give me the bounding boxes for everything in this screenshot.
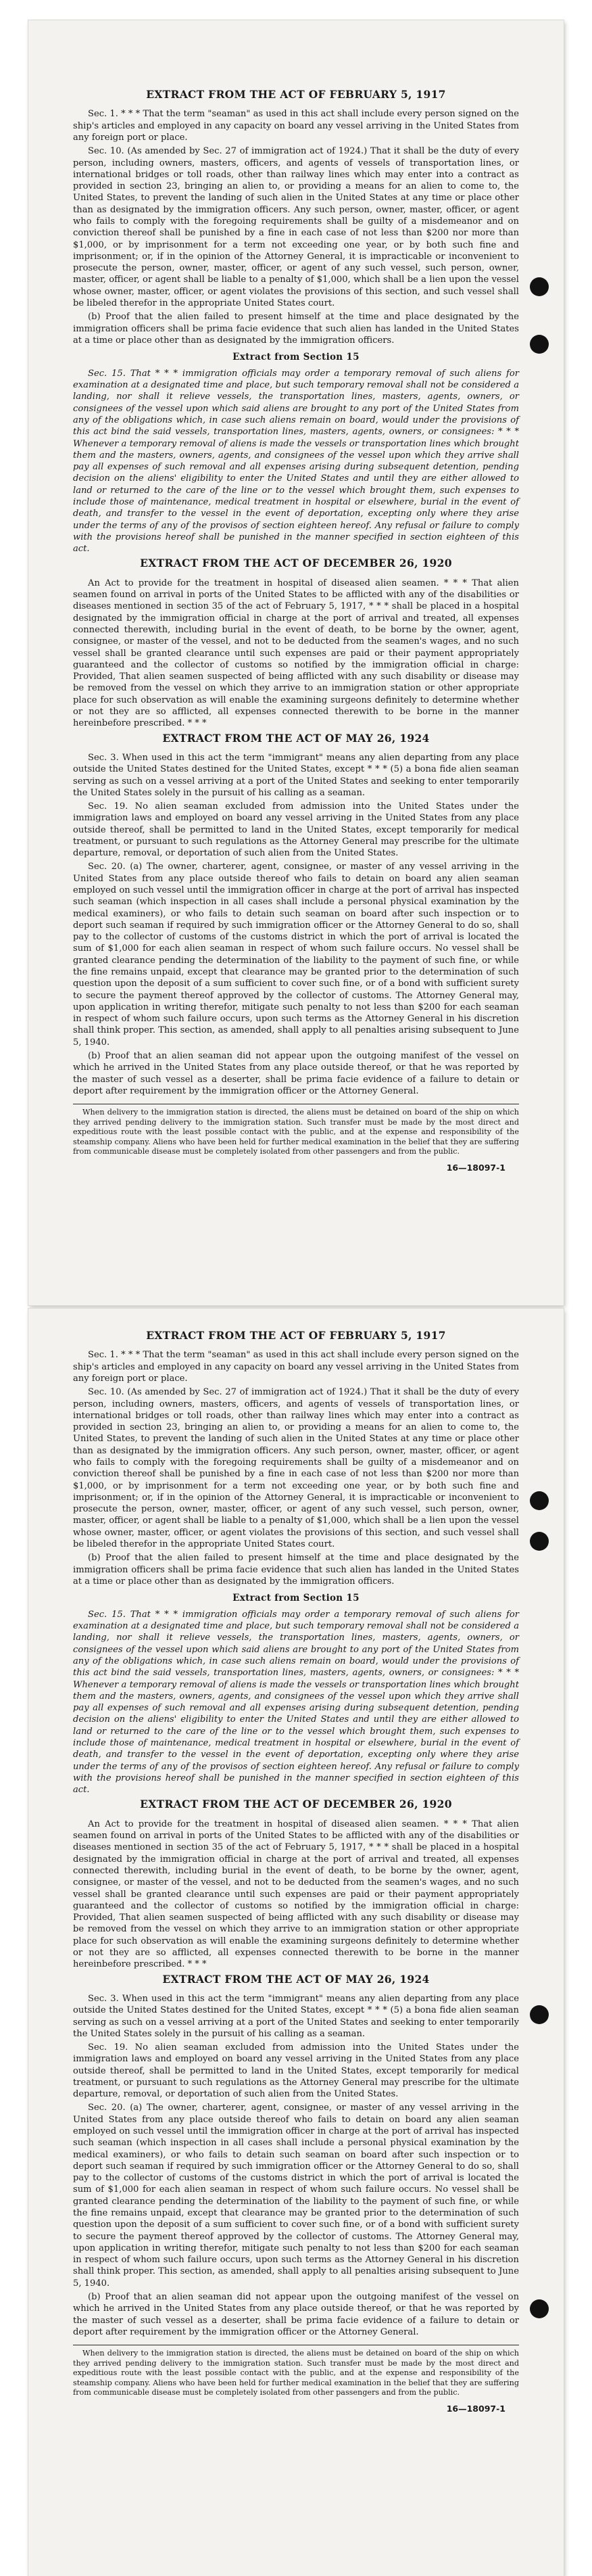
section-10: Sec. 10. (As amended by Sec. 27 of immigration act of 1924.) That it shall be the duty of every person, including owners, masters, officers, and agents of vessels of transportation lines, or international bridges or toll roads, other than railway lines which may enter into a contract as provided in section 23, bringing an alien to, or providing a means for an alien to come to, the United States, to prevent the landing of such alien in the United States at any time or place other than as designated by the immigration officers. Any such person, owner, master, officer, or agent who fails to comply with the foregoing requirements shall be guilty of a misdemeanor and on conviction thereof shall be punished by a fine in each case of not less than $200 nor more than $1,000, or by imprisonment for a term not exceeding one year, or by both such fine and imprisonment; or, if in the opinion of the Attorney General, it is impracticable or inconvenient to prosecute the person, owner, master, officer, or agent of any such vessel, such person, owner, master, officer, or agent shall be liable to a penalty of $1,000, which shall be a lien upon the vessel whose owner, master, officer, or agent violates the provisions of this section, and such vessel shall be libeled therefor in the appropriate United States court.: [73, 146, 519, 308]
punch-hole: [530, 277, 549, 296]
section-20: Sec. 20. (a) The owner, charterer, agent, consignee, or master of any vessel arriving in the United States from any place outside thereof who fails to detain on board any alien seaman employed on such vessel until the immigration officer in charge at the port of arrival has inspected such seaman (which inspection in all cases shall include a personal physical examination by the medical examiners), or who fails to detain such seaman on board after such inspection or to deport such seaman if required by such immigration officer or the Attorney General to do so, shall pay to the collector of customs of the customs district in which the port of arrival is located the sum of $1,000 for each alien seaman in respect of whom such failure occurs. No vessel shall be granted clearance pending the determination of the liability to the payment of such fine, or while the fine remains unpaid, except that clearance may be granted prior to the determination of such question upon the deposit of a sum sufficient to cover such fine, or of a bond with sufficient surety to secure the payment thereof approved by the collector of customs. The Attorney General may, upon application in writing therefor, mitigate such penalty to not less than $200 for each seaman in respect of whom such failure occurs, upon such terms as the Attorney General in his discretion shall think proper. This section, as amended, shall apply to all penalties arising subsequent to June 5, 1940.: [73, 862, 519, 1048]
act-1920-text: An Act to provide for the treatment in hospital of diseased alien seamen. * * * That alien seamen found on arrival in ports of the United States to be afflicted with any of the disabilities or diseases mentioned in section 35 of the act of February 5, 1917, * * * shall be placed in a hospital designated by the immigration official in charge at the port of arrival and treated, all expenses connected therewith, including burial in the event of death, to be borne by the owner, agent, consignee, or master of the vessel, and not to be deducted from the seamen's wages, and no such vessel shall be granted clearance until such expenses are paid or their payment appropriately guaranteed and the collector of customs so notified by the immigration official in charge: Provided, That alien seamen suspected of being afflicted with any such disability or disease may be removed from the vessel on which they arrive to an immigration station or other appropriate place for such observation as will enable the examining surgeons definitely to determine whether or not they are so afflicted, all expenses connected therewith to be borne in the manner hereinbefore prescribed. * * *: [73, 1819, 519, 1970]
footnote-text: When delivery to the immigration station is directed, the aliens must be detained on board of the ship on which they arrived pending delivery to the immigration station. Such transfer must be made by the most direct and expeditious route with the least possible contact with the public, and at the expense and responsibility of the steamship company. Aliens who have been held for further medical examination in the belief that they are suffering from communicable disease must be completely isolated from other passengers and from the public.: [73, 2349, 519, 2397]
page-content: [73, 1329, 519, 2414]
heading-act-1920: EXTRACT FROM THE ACT OF DECEMBER 26, 1920: [140, 557, 452, 570]
section-19: Sec. 19. No alien seaman excluded from admission into the United States under the immigration laws and employed on board any vessel arriving in the United States from any place outside thereof, shall be permitted to land in the United States, except temporarily for medical treatment, or pursuant to such regulations as the Attorney General may prescribe for the ultimate departure, removal, or deportation of such alien from the United States.: [73, 2042, 519, 2100]
heading-act-1917: EXTRACT FROM THE ACT OF FEBRUARY 5, 1917: [146, 88, 446, 101]
heading-act-1920: EXTRACT FROM THE ACT OF DECEMBER 26, 1920: [140, 1798, 452, 1811]
section-10b: (b) Proof that the alien failed to present himself at the time and place designated by the immigration officers shall be prima facie evidence that such alien has landed in the United States at a time or place other than as designated by the immigration officers.: [73, 1553, 519, 1587]
act-1920-text: An Act to provide for the treatment in hospital of diseased alien seamen. * * * That alien seamen found on arrival in ports of the United States to be afflicted with any of the disabilities or diseases mentioned in section 35 of the act of February 5, 1917, * * * shall be placed in a hospital designated by the immigration official in charge at the port of arrival and treated, all expenses connected therewith, including burial in the event of death, to be borne by the owner, agent, consignee, or master of the vessel, and not to be deducted from the seamen's wages, and no such vessel shall be granted clearance until such expenses are paid or their payment appropriately guaranteed and the collector of customs so notified by the immigration official in charge: Provided, That alien seamen suspected of being afflicted with any such disability or disease may be removed from the vessel on which they arrive to an immigration station or other appropriate place for such observation as will enable the examining surgeons definitely to determine whether or not they are so afflicted, all expenses connected therewith to be borne in the manner hereinbefore prescribed. * * *: [73, 578, 519, 729]
punch-hole: [530, 1491, 549, 1510]
page-content: [73, 88, 519, 1173]
section-20b: (b) Proof that an alien seaman did not appear upon the outgoing manifest of the vessel on which he arrived in the United States from any place outside thereof, or that he was reported by the master of such vessel as a deserter, shall be prima facie evidence of a failure to detain or deport after requirement by the immigration officer or the Attorney General.: [73, 2291, 519, 2337]
form-number: 16—18097-1: [446, 1162, 505, 1173]
document-page-2: [28, 1309, 564, 2576]
section-3: Sec. 3. When used in this act the term "immigrant" means any alien departing from any place outside the United States destined for the United States, except * * * (5) a bona fide alien seaman serving as such on a vessel arriving at a port of the United States and seeking to enter temporarily the United States solely in the pursuit of his calling as a seaman.: [73, 752, 519, 798]
footnote-text: When delivery to the immigration station is directed, the aliens must be detained on board of the ship on which they arrived pending delivery to the immigration station. Such transfer must be made by the most direct and expeditious route with the least possible contact with the public, and at the expense and responsibility of the steamship company. Aliens who have been held for further medical examination in the belief that they are suffering from communicable disease must be completely isolated from other passengers and from the public.: [73, 1108, 519, 1156]
punch-hole: [530, 335, 549, 354]
section-20b: (b) Proof that an alien seaman did not appear upon the outgoing manifest of the vessel on which he arrived in the United States from any place outside thereof, or that he was reported by the master of such vessel as a deserter, shall be prima facie evidence of a failure to detain or deport after requirement by the immigration officer or the Attorney General.: [73, 1050, 519, 1096]
form-number: 16—18097-1: [446, 2403, 505, 2414]
punch-hole: [530, 1532, 549, 1551]
section-19: Sec. 19. No alien seaman excluded from admission into the United States under the immigration laws and employed on board any vessel arriving in the United States from any place outside thereof, shall be permitted to land in the United States, except temporarily for medical treatment, or pursuant to such regulations as the Attorney General may prescribe for the ultimate departure, removal, or deportation of such alien from the United States.: [73, 801, 519, 859]
document-page-1: [28, 20, 564, 1305]
footnote: [73, 2345, 519, 2398]
heading-act-1924: EXTRACT FROM THE ACT OF MAY 26, 1924: [162, 1972, 430, 1986]
section-20: Sec. 20. (a) The owner, charterer, agent, consignee, or master of any vessel arriving in the United States from any place outside thereof who fails to detain on board any alien seaman employed on such vessel until the immigration officer in charge at the port of arrival has inspected such seaman (which inspection in all cases shall include a personal physical examination by the medical examiners), or who fails to detain such seaman on board after such inspection or to deport such seaman if required by such immigration officer or the Attorney General to do so, shall pay to the collector of customs of the customs district in which the port of arrival is located the sum of $1,000 for each alien seaman in respect of whom such failure occurs. No vessel shall be granted clearance pending the determination of the liability to the payment of such fine, or while the fine remains unpaid, except that clearance may be granted prior to the determination of such question upon the deposit of a sum sufficient to cover such fine, or of a bond with sufficient surety to secure the payment thereof approved by the collector of customs. The Attorney General may, upon application in writing therefor, mitigate such penalty to not less than $200 for each seaman in respect of whom such failure occurs, upon such terms as the Attorney General in his discretion shall think proper. This section, as amended, shall apply to all penalties arising subsequent to June 5, 1940.: [73, 2103, 519, 2289]
heading-section-15: Extract from Section 15: [232, 352, 360, 363]
punch-hole: [530, 2005, 549, 2024]
footnote: [73, 1104, 519, 1157]
section-15: Sec. 15. That * * * immigration officials may order a temporary removal of such aliens for examination at a designated time and place, but such temporary removal shall not be considered a landing, nor shall it relieve vessels, the transportation lines, masters, agents, owners, or consignees of the vessel upon which said aliens are brought to any port of the United States from any of the obligations which, in case such aliens remain on board, would under the provisions of this act bind the said vessels, transportation lines, masters, agents, owners, or consignees: * * * Whenever a temporary removal of aliens is made the vessels or transportation lines which brought them and the masters, owners, agents, and consignees of the vessel upon which they arrive shall pay all expenses of such removal and all expenses arising during subsequent detention, pending decision on the aliens' eligibility to enter the United States and until they are either allowed to land or returned to the care of the line or to the vessel which brought them, such expenses to include those of maintenance, medical treatment in hospital or elsewhere, burial in the event of death, and transfer to the vessel in the event of deportation, excepting only where they arise under the terms of any of the provisos of section eighteen hereof. Any refusal or failure to comply with the provisions hereof shall be punished in the manner specified in section eighteen of this act.: [73, 368, 519, 555]
punch-hole: [530, 2299, 549, 2318]
heading-act-1917: EXTRACT FROM THE ACT OF FEBRUARY 5, 1917: [146, 1329, 446, 1342]
heading-act-1924: EXTRACT FROM THE ACT OF MAY 26, 1924: [162, 731, 430, 745]
section-10: Sec. 10. (As amended by Sec. 27 of immigration act of 1924.) That it shall be the duty of every person, including owners, masters, officers, and agents of vessels of transportation lines, or international bridges or toll roads, other than railway lines which may enter into a contract as provided in section 23, bringing an alien to, or providing a means for an alien to come to, the United States, to prevent the landing of such alien in the United States at any time or place other than as designated by the immigration officers. Any such person, owner, master, officer, or agent who fails to comply with the foregoing requirements shall be guilty of a misdemeanor and on conviction thereof shall be punished by a fine in each case of not less than $200 nor more than $1,000, or by imprisonment for a term not exceeding one year, or by both such fine and imprisonment; or, if in the opinion of the Attorney General, it is impracticable or inconvenient to prosecute the person, owner, master, officer, or agent of any such vessel, such person, owner, master, officer, or agent shall be liable to a penalty of $1,000, which shall be a lien upon the vessel whose owner, master, officer, or agent violates the provisions of this section, and such vessel shall be libeled therefor in the appropriate United States court.: [73, 1387, 519, 1549]
section-15: Sec. 15. That * * * immigration officials may order a temporary removal of such aliens for examination at a designated time and place, but such temporary removal shall not be considered a landing, nor shall it relieve vessels, the transportation lines, masters, agents, owners, or consignees of the vessel upon which said aliens are brought to any port of the United States from any of the obligations which, in case such aliens remain on board, would under the provisions of this act bind the said vessels, transportation lines, masters, agents, owners, or consignees: * * * Whenever a temporary removal of aliens is made the vessels or transportation lines which brought them and the masters, owners, agents, and consignees of the vessel upon which they arrive shall pay all expenses of such removal and all expenses arising during subsequent detention, pending decision on the aliens' eligibility to enter the United States and until they are either allowed to land or returned to the care of the line or to the vessel which brought them, such expenses to include those of maintenance, medical treatment in hospital or elsewhere, burial in the event of death, and transfer to the vessel in the event of deportation, excepting only where they arise under the terms of any of the provisos of section eighteen hereof. Any refusal or failure to comply with the provisions hereof shall be punished in the manner specified in section eighteen of this act.: [73, 1609, 519, 1796]
section-1: Sec. 1. * * * That the term "seaman" as used in this act shall include every person signed on the ship's articles and employed in any capacity on board any vessel arriving in the United States from any foreign port or place.: [73, 1350, 519, 1384]
section-10b: (b) Proof that the alien failed to present himself at the time and place designated by the immigration officers shall be prima facie evidence that such alien has landed in the United States at a time or place other than as designated by the immigration officers.: [73, 312, 519, 346]
section-1: Sec. 1. * * * That the term "seaman" as used in this act shall include every person signed on the ship's articles and employed in any capacity on board any vessel arriving in the United States from any foreign port or place.: [73, 109, 519, 143]
heading-section-15: Extract from Section 15: [232, 1593, 360, 1604]
section-3: Sec. 3. When used in this act the term "immigrant" means any alien departing from any place outside the United States destined for the United States, except * * * (5) a bona fide alien seaman serving as such on a vessel arriving at a port of the United States and seeking to enter temporarily the United States solely in the pursuit of his calling as a seaman.: [73, 1993, 519, 2039]
